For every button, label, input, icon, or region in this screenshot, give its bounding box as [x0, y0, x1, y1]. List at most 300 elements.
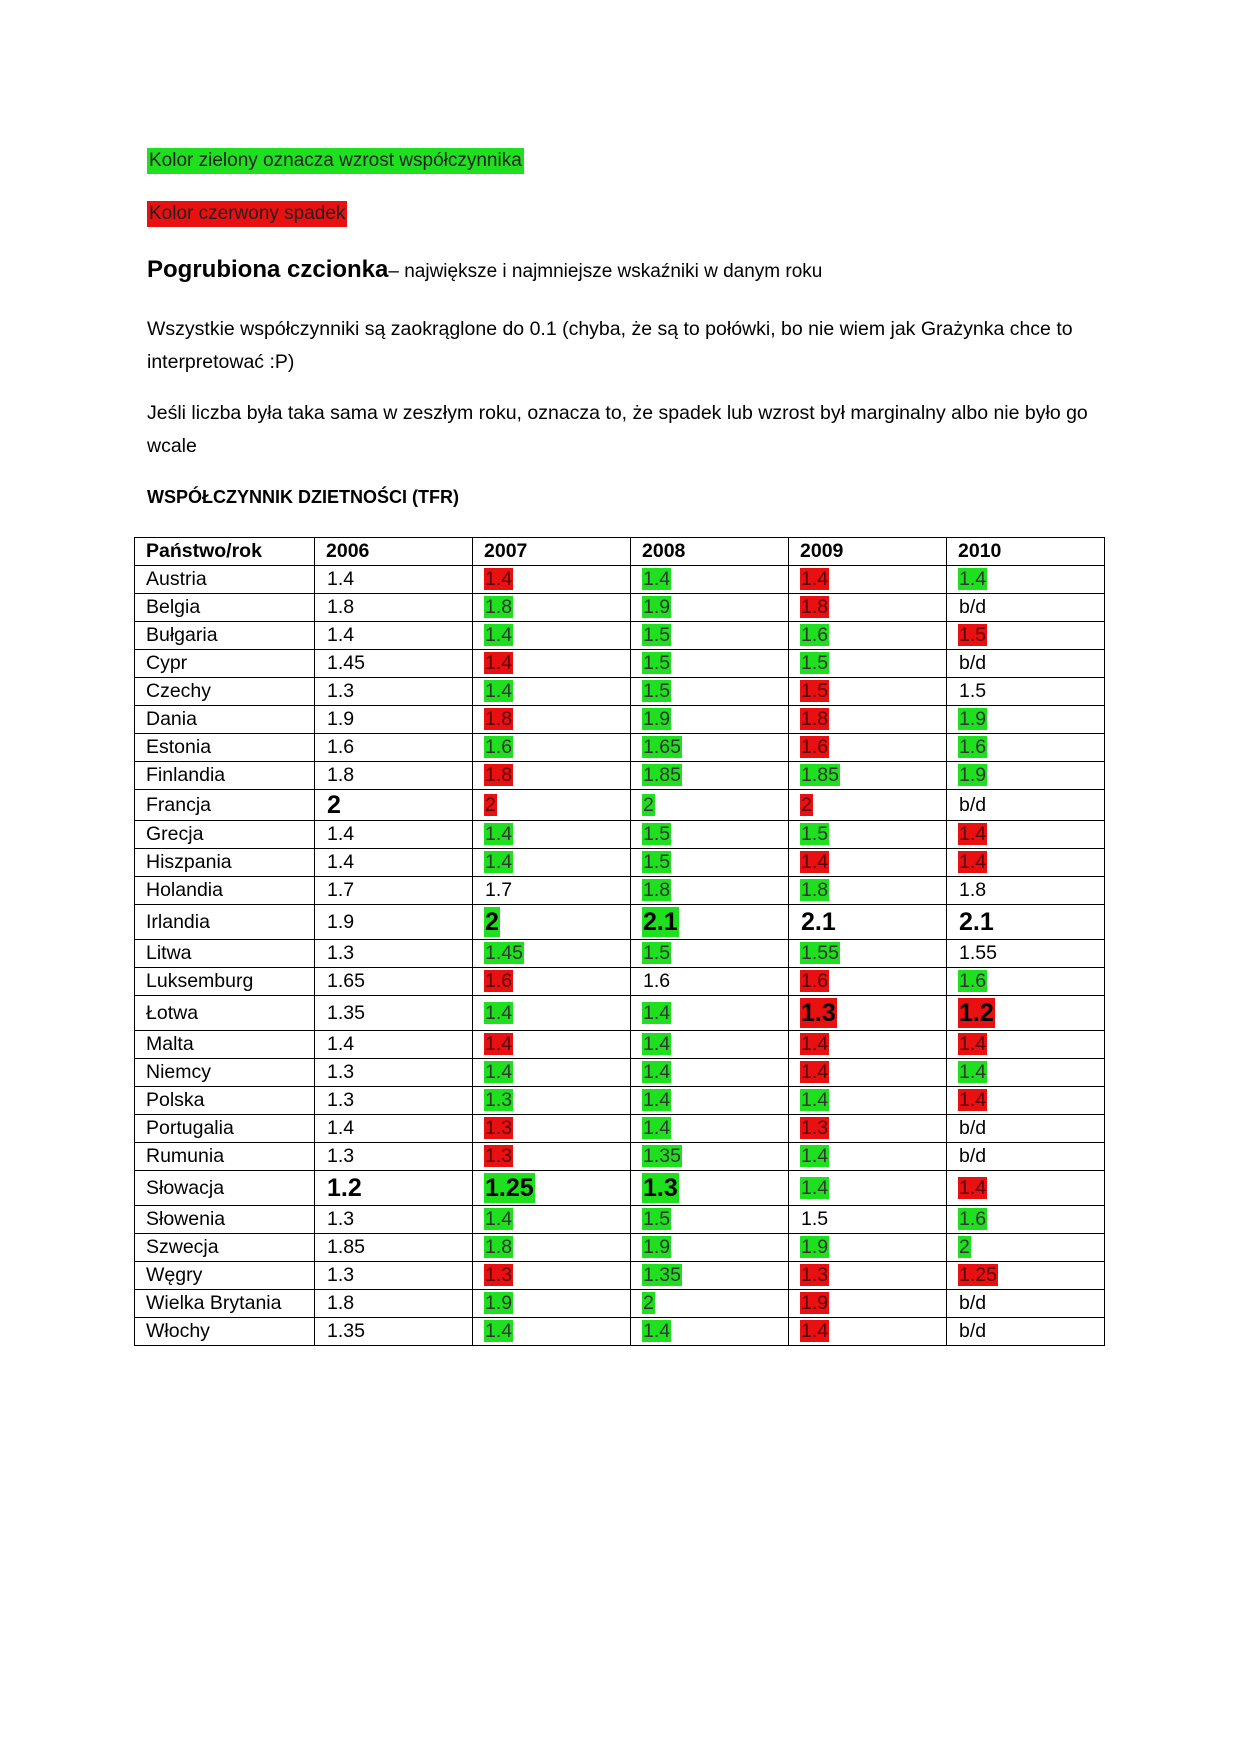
tfr-cell-2007: [473, 706, 631, 734]
tfr-cell-2010: [947, 566, 1105, 594]
tfr-cell-2006: [315, 678, 473, 706]
tfr-cell-2009: [789, 940, 947, 968]
tfr-value: 1.3: [485, 1089, 513, 1111]
country-cell: [135, 905, 315, 940]
tfr-value: 1.5: [643, 851, 671, 873]
country-name: Belgia: [146, 596, 201, 618]
country-name: Irlandia: [146, 910, 210, 933]
tfr-cell-2009: [789, 1031, 947, 1059]
tfr-cell-2009: [789, 762, 947, 790]
tfr-cell-2009: [789, 1087, 947, 1115]
tfr-cell-2010: [947, 1059, 1105, 1087]
tfr-cell-2008: [631, 996, 789, 1031]
tfr-cell-2008: [631, 678, 789, 706]
table-row: [135, 678, 1105, 706]
country-name: Francja: [146, 793, 212, 816]
tfr-value: 1.8: [327, 596, 355, 618]
tfr-value: 1.4: [959, 568, 987, 590]
tfr-cell-2006: [315, 1031, 473, 1059]
tfr-value: 1.3: [801, 999, 836, 1027]
tfr-value: 1.4: [485, 624, 513, 646]
tfr-value: 1.8: [801, 596, 829, 618]
tfr-value: 1.5: [801, 680, 829, 702]
tfr-cell-2010: [947, 1318, 1105, 1346]
tfr-cell-2010: [947, 877, 1105, 905]
country-name: Austria: [146, 568, 207, 590]
tfr-value: 1.3: [643, 1174, 678, 1202]
tfr-cell-2007: [473, 905, 631, 940]
tfr-cell-2006: [315, 594, 473, 622]
tfr-cell-2007: [473, 849, 631, 877]
tfr-cell-2009: [789, 1115, 947, 1143]
tfr-cell-2008: [631, 1087, 789, 1115]
tfr-cell-2006: [315, 940, 473, 968]
country-name: Malta: [146, 1033, 194, 1055]
tfr-value: 1.5: [801, 1208, 829, 1230]
tfr-cell-2010: [947, 734, 1105, 762]
tfr-cell-2006: [315, 566, 473, 594]
tfr-value: 1.3: [327, 1208, 355, 1230]
tfr-value: 1.5: [643, 652, 671, 674]
tfr-cell-2009: [789, 1171, 947, 1206]
tfr-cell-2008: [631, 1143, 789, 1171]
tfr-value: 2.1: [801, 908, 836, 936]
tfr-value: 1.55: [959, 942, 997, 964]
tfr-value: 1.4: [485, 1061, 513, 1083]
country-cell: [135, 706, 315, 734]
tfr-cell-2008: [631, 1290, 789, 1318]
tfr-cell-2010: [947, 706, 1105, 734]
country-cell: [135, 1087, 315, 1115]
table-row: [135, 1171, 1105, 1206]
tfr-value: 1.2: [959, 999, 994, 1027]
tfr-value: 1.4: [327, 823, 355, 845]
tfr-value: 1.5: [959, 680, 987, 702]
tfr-cell-2009: [789, 594, 947, 622]
tfr-cell-2009: [789, 849, 947, 877]
tfr-value: 1.4: [959, 823, 987, 845]
country-cell: [135, 622, 315, 650]
table-row: [135, 1234, 1105, 1262]
tfr-cell-2008: [631, 734, 789, 762]
country-cell: [135, 940, 315, 968]
tfr-value: 1.6: [801, 970, 829, 992]
tfr-value: 1.25: [959, 1264, 997, 1286]
tfr-value: 1.4: [485, 1001, 513, 1024]
tfr-cell-2009: [789, 1290, 947, 1318]
tfr-cell-2007: [473, 650, 631, 678]
tfr-value: 1.8: [643, 879, 671, 901]
tfr-cell-2010: [947, 1234, 1105, 1262]
tfr-cell-2009: [789, 821, 947, 849]
country-name: Niemcy: [146, 1061, 212, 1083]
tfr-cell-2007: [473, 1206, 631, 1234]
tfr-cell-2008: [631, 622, 789, 650]
tfr-cell-2010: [947, 1031, 1105, 1059]
tfr-value: 1.4: [485, 1320, 513, 1342]
tfr-cell-2010: [947, 1143, 1105, 1171]
tfr-value: b/d: [959, 1320, 987, 1342]
tfr-value: 1.4: [959, 1061, 987, 1083]
tfr-value: 1.9: [959, 764, 987, 786]
country-cell: [135, 996, 315, 1031]
tfr-cell-2007: [473, 762, 631, 790]
tfr-cell-2006: [315, 996, 473, 1031]
country-name: Hiszpania: [146, 851, 232, 873]
country-cell: [135, 790, 315, 821]
table-row: [135, 1262, 1105, 1290]
header-2007: 2007: [473, 538, 631, 566]
tfr-value: 1.6: [643, 970, 671, 992]
tfr-cell-2008: [631, 1234, 789, 1262]
tfr-value: 1.35: [643, 1264, 681, 1286]
tfr-value: 1.4: [959, 851, 987, 873]
country-name: Estonia: [146, 736, 212, 758]
tfr-value: 1.65: [643, 736, 681, 758]
table-row: [135, 1087, 1105, 1115]
tfr-value: 1.6: [959, 736, 987, 758]
tfr-value: 1.9: [327, 708, 355, 730]
tfr-value: 1.6: [959, 970, 987, 992]
tfr-value: b/d: [959, 1145, 987, 1167]
table-row: [135, 762, 1105, 790]
country-name: Słowenia: [146, 1208, 226, 1230]
bold-note: [147, 256, 822, 284]
tfr-value: 1.4: [801, 851, 829, 873]
tfr-value: 1.4: [485, 823, 513, 845]
tfr-cell-2007: [473, 1262, 631, 1290]
tfr-cell-2008: [631, 821, 789, 849]
tfr-cell-2009: [789, 622, 947, 650]
country-cell: [135, 762, 315, 790]
header-2008: 2008: [631, 538, 789, 566]
tfr-cell-2008: [631, 905, 789, 940]
tfr-value: 1.85: [327, 1236, 365, 1258]
country-name: Polska: [146, 1089, 205, 1111]
header-2010: 2010: [947, 538, 1105, 566]
table-title: WSPÓŁCZYNNIK DZIETNOŚCI (TFR): [147, 487, 459, 507]
tfr-cell-2007: [473, 1318, 631, 1346]
tfr-cell-2008: [631, 877, 789, 905]
tfr-cell-2007: [473, 594, 631, 622]
tfr-cell-2008: [631, 968, 789, 996]
tfr-value: 1.8: [327, 1292, 355, 1314]
tfr-cell-2007: [473, 821, 631, 849]
tfr-value: 1.3: [485, 1117, 513, 1139]
tfr-cell-2007: [473, 1290, 631, 1318]
tfr-cell-2006: [315, 762, 473, 790]
tfr-value: 2.1: [959, 908, 994, 936]
tfr-cell-2008: [631, 594, 789, 622]
tfr-value: 1.3: [801, 1264, 829, 1286]
table-row: [135, 821, 1105, 849]
tfr-value: 1.45: [485, 942, 523, 964]
tfr-value: 1.4: [327, 568, 355, 590]
tfr-cell-2007: [473, 940, 631, 968]
tfr-value: 1.8: [801, 879, 829, 901]
tfr-cell-2009: [789, 1143, 947, 1171]
tfr-cell-2009: [789, 678, 947, 706]
tfr-value: 1.4: [485, 851, 513, 873]
table-body: [135, 566, 1105, 1346]
table-row: [135, 1318, 1105, 1346]
tfr-cell-2010: [947, 790, 1105, 821]
country-name: Grecja: [146, 823, 204, 845]
tfr-cell-2008: [631, 1262, 789, 1290]
tfr-value: 1.4: [485, 652, 513, 674]
tfr-cell-2006: [315, 1290, 473, 1318]
country-name: Rumunia: [146, 1145, 225, 1167]
tfr-value: 1.4: [643, 1320, 671, 1342]
tfr-cell-2006: [315, 1206, 473, 1234]
country-cell: [135, 1234, 315, 1262]
tfr-cell-2007: [473, 1087, 631, 1115]
tfr-cell-2006: [315, 734, 473, 762]
tfr-value: 1.9: [643, 1236, 671, 1258]
tfr-value: 1.45: [327, 652, 365, 674]
paragraph-rounding: Wszystkie współczynniki są zaokrąglone do 0.1 (chyba, że są to połówki, bo nie wiem jak Grażynka chce to interpretować :P): [147, 318, 1073, 373]
header-country: Państwo/rok: [135, 538, 315, 566]
tfr-value: 1.8: [485, 708, 513, 730]
tfr-value: 1.6: [959, 1208, 987, 1230]
table-row: [135, 1206, 1105, 1234]
tfr-value: 1.4: [801, 568, 829, 590]
tfr-cell-2007: [473, 678, 631, 706]
tfr-value: 2: [327, 791, 341, 819]
tfr-value: 1.5: [643, 942, 671, 964]
tfr-value: 1.5: [643, 1208, 671, 1230]
tfr-value: 1.6: [485, 970, 513, 992]
tfr-value: 1.7: [485, 879, 513, 901]
tfr-cell-2009: [789, 566, 947, 594]
tfr-value: 1.4: [643, 1061, 671, 1083]
tfr-cell-2010: [947, 1115, 1105, 1143]
table-row: [135, 1143, 1105, 1171]
tfr-cell-2008: [631, 940, 789, 968]
tfr-cell-2008: [631, 1031, 789, 1059]
tfr-cell-2008: [631, 762, 789, 790]
tfr-cell-2009: [789, 905, 947, 940]
tfr-value: 1.55: [801, 942, 839, 964]
country-name: Portugalia: [146, 1117, 234, 1139]
table-row: [135, 566, 1105, 594]
tfr-value: 1.4: [959, 1176, 987, 1199]
tfr-cell-2010: [947, 940, 1105, 968]
table-row: [135, 734, 1105, 762]
tfr-value: 1.4: [801, 1176, 829, 1199]
tfr-cell-2008: [631, 1059, 789, 1087]
tfr-value: 2: [959, 1236, 970, 1258]
country-name: Dania: [146, 708, 197, 730]
tfr-cell-2007: [473, 622, 631, 650]
tfr-cell-2007: [473, 734, 631, 762]
tfr-value: 1.65: [327, 970, 365, 992]
tfr-cell-2010: [947, 622, 1105, 650]
country-cell: [135, 968, 315, 996]
tfr-value: b/d: [959, 596, 987, 618]
country-cell: [135, 1143, 315, 1171]
tfr-cell-2006: [315, 1059, 473, 1087]
table-row: [135, 650, 1105, 678]
tfr-value: 2: [643, 793, 654, 816]
tfr-value: 1.4: [327, 851, 355, 873]
tfr-cell-2010: [947, 849, 1105, 877]
tfr-cell-2006: [315, 622, 473, 650]
tfr-cell-2010: [947, 1206, 1105, 1234]
country-cell: [135, 650, 315, 678]
tfr-cell-2006: [315, 1143, 473, 1171]
country-cell: [135, 821, 315, 849]
tfr-value: 1.4: [959, 1033, 987, 1055]
tfr-cell-2010: [947, 1087, 1105, 1115]
tfr-value: 1.4: [485, 568, 513, 590]
tfr-cell-2009: [789, 734, 947, 762]
tfr-value: 1.9: [959, 708, 987, 730]
tfr-cell-2007: [473, 1171, 631, 1206]
tfr-cell-2007: [473, 1143, 631, 1171]
tfr-value: 1.4: [801, 1089, 829, 1111]
tfr-cell-2006: [315, 650, 473, 678]
tfr-value: 1.3: [327, 1061, 355, 1083]
header-2009: 2009: [789, 538, 947, 566]
tfr-cell-2009: [789, 968, 947, 996]
tfr-value: b/d: [959, 1117, 987, 1139]
tfr-value: 1.4: [643, 1117, 671, 1139]
legend-green: Kolor zielony oznacza wzrost współczynnika: [147, 148, 524, 174]
tfr-cell-2006: [315, 968, 473, 996]
tfr-cell-2007: [473, 1059, 631, 1087]
tfr-value: 1.3: [327, 1089, 355, 1111]
tfr-cell-2006: [315, 849, 473, 877]
tfr-cell-2009: [789, 650, 947, 678]
table-row: [135, 940, 1105, 968]
tfr-value: 1.4: [643, 1033, 671, 1055]
tfr-cell-2008: [631, 650, 789, 678]
table-row: [135, 996, 1105, 1031]
tfr-cell-2006: [315, 790, 473, 821]
tfr-value: 1.4: [327, 1117, 355, 1139]
country-name: Wielka Brytania: [146, 1292, 282, 1314]
tfr-value: 1.9: [327, 910, 355, 933]
tfr-cell-2006: [315, 1087, 473, 1115]
tfr-value: 1.85: [801, 764, 839, 786]
tfr-cell-2007: [473, 1031, 631, 1059]
tfr-cell-2006: [315, 1262, 473, 1290]
tfr-cell-2010: [947, 968, 1105, 996]
table-row: [135, 905, 1105, 940]
tfr-value: 1.6: [327, 736, 355, 758]
tfr-value: 1.9: [643, 596, 671, 618]
tfr-value: 1.4: [801, 1145, 829, 1167]
country-cell: [135, 1318, 315, 1346]
header-2006: 2006: [315, 538, 473, 566]
tfr-value: 1.5: [643, 823, 671, 845]
tfr-value: 2: [801, 793, 812, 816]
tfr-cell-2010: [947, 996, 1105, 1031]
tfr-cell-2006: [315, 1115, 473, 1143]
tfr-value: 1.25: [485, 1174, 534, 1202]
bold-note-strong: Pogrubiona czcionka: [147, 256, 389, 283]
tfr-value: 1.4: [485, 1033, 513, 1055]
tfr-cell-2010: [947, 905, 1105, 940]
tfr-cell-2008: [631, 849, 789, 877]
country-cell: [135, 1262, 315, 1290]
country-cell: [135, 1290, 315, 1318]
tfr-value: 1.4: [643, 1089, 671, 1111]
country-cell: [135, 566, 315, 594]
country-cell: [135, 1115, 315, 1143]
country-name: Słowacja: [146, 1176, 225, 1199]
tfr-cell-2009: [789, 1234, 947, 1262]
tfr-cell-2010: [947, 821, 1105, 849]
tfr-table: [134, 537, 1105, 1346]
table-row: [135, 877, 1105, 905]
country-name: Luksemburg: [146, 970, 254, 992]
tfr-cell-2010: [947, 650, 1105, 678]
country-cell: [135, 594, 315, 622]
tfr-value: 1.4: [801, 1320, 829, 1342]
tfr-cell-2010: [947, 1262, 1105, 1290]
tfr-cell-2010: [947, 1290, 1105, 1318]
tfr-value: 1.7: [327, 879, 355, 901]
country-name: Łotwa: [146, 1001, 199, 1024]
table-row: [135, 622, 1105, 650]
tfr-cell-2009: [789, 1059, 947, 1087]
tfr-value: 1.4: [485, 680, 513, 702]
tfr-cell-2009: [789, 877, 947, 905]
tfr-cell-2009: [789, 1262, 947, 1290]
tfr-value: 1.8: [959, 879, 987, 901]
tfr-value: b/d: [959, 793, 987, 816]
country-cell: [135, 1059, 315, 1087]
tfr-cell-2010: [947, 594, 1105, 622]
tfr-value: b/d: [959, 1292, 987, 1314]
tfr-value: 1.5: [801, 652, 829, 674]
tfr-cell-2009: [789, 790, 947, 821]
tfr-value: 1.9: [801, 1236, 829, 1258]
tfr-cell-2007: [473, 996, 631, 1031]
country-cell: [135, 1171, 315, 1206]
tfr-value: 1.3: [485, 1145, 513, 1167]
table-row: [135, 790, 1105, 821]
tfr-value: 1.2: [327, 1174, 362, 1202]
tfr-cell-2010: [947, 1171, 1105, 1206]
tfr-value: 1.8: [485, 764, 513, 786]
tfr-value: 1.35: [327, 1001, 365, 1024]
tfr-value: 1.4: [327, 624, 355, 646]
country-name: Węgry: [146, 1264, 203, 1286]
table-header-row: [135, 538, 1105, 566]
table-row: [135, 594, 1105, 622]
table-row: [135, 1059, 1105, 1087]
tfr-cell-2006: [315, 821, 473, 849]
tfr-value: 1.5: [643, 680, 671, 702]
tfr-cell-2007: [473, 790, 631, 821]
country-name: Litwa: [146, 942, 192, 964]
tfr-cell-2006: [315, 905, 473, 940]
country-cell: [135, 1206, 315, 1234]
tfr-value: 1.4: [643, 1001, 671, 1024]
tfr-value: 2.1: [643, 908, 678, 936]
tfr-value: 2: [485, 793, 496, 816]
tfr-value: 1.4: [643, 568, 671, 590]
tfr-value: 1.35: [327, 1320, 365, 1342]
tfr-value: 1.9: [643, 708, 671, 730]
tfr-value: 1.9: [485, 1292, 513, 1314]
tfr-value: 1.4: [959, 1089, 987, 1111]
country-name: Czechy: [146, 680, 212, 702]
tfr-value: 1.8: [485, 596, 513, 618]
